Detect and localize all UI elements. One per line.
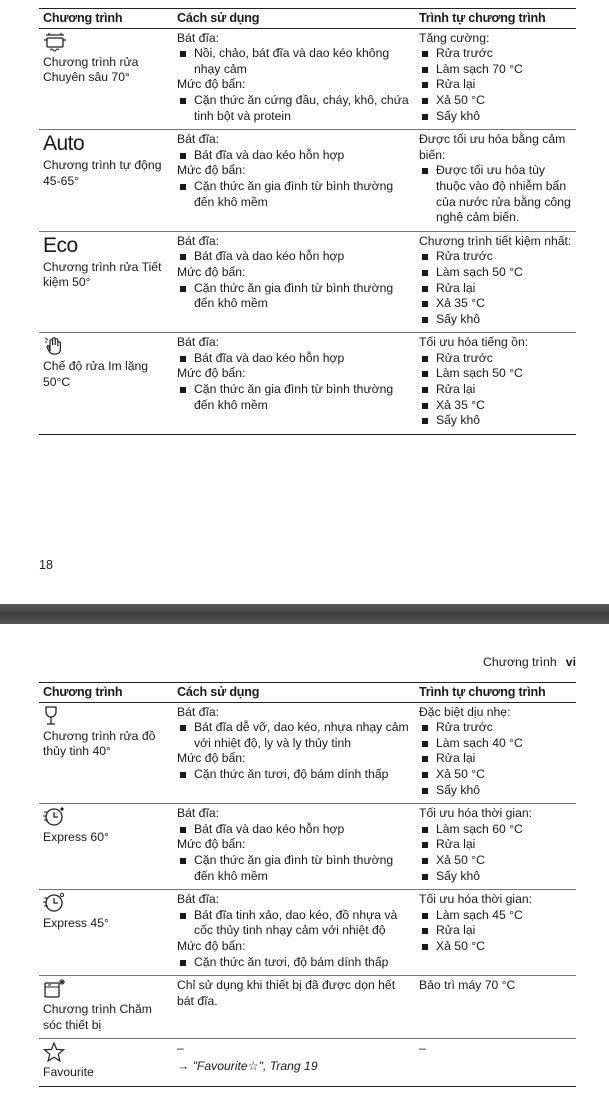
soil-label: Mức độ bẩn: bbox=[177, 77, 246, 92]
dishes-label: Bát đĩa: bbox=[177, 892, 220, 907]
sequence-cell bbox=[415, 804, 576, 890]
program-name: Express 45° bbox=[43, 916, 109, 931]
express-60-icon bbox=[43, 806, 169, 828]
sequence-step: Xả 50 °C bbox=[419, 93, 572, 109]
sequence-step: Làm sạch 50 °C bbox=[419, 366, 572, 382]
table-row bbox=[39, 976, 576, 1039]
program-cell bbox=[39, 231, 173, 333]
sequence-cell bbox=[415, 702, 576, 804]
dishes-item: Bát đĩa và dao kéo hỗn hợp bbox=[177, 822, 411, 838]
program-cell bbox=[39, 890, 173, 976]
sequence-step: Sấy khô bbox=[419, 312, 572, 328]
sequence-step: Làm sạch 60 °C bbox=[419, 822, 572, 838]
dishes-item: Bát đĩa và dao kéo hỗn hợp bbox=[177, 148, 411, 164]
sequence-step: Xả 35 °C bbox=[419, 398, 572, 414]
table-row bbox=[39, 890, 576, 976]
table-header-row bbox=[39, 683, 576, 703]
running-header bbox=[483, 655, 576, 669]
wine-glass-icon bbox=[43, 705, 169, 727]
sequence-step: Rửa lại bbox=[419, 751, 572, 767]
program-name: Chế độ rửa Im lặng 50°C bbox=[43, 359, 149, 389]
dishes-label: Bát đĩa: bbox=[177, 132, 220, 147]
soil-item: Cặn thức ăn tươi, độ bám dính thấp bbox=[177, 955, 411, 971]
sequence-step: Xả 50 °C bbox=[419, 853, 572, 869]
table-row bbox=[39, 231, 576, 333]
program-cell bbox=[39, 1039, 173, 1087]
table-row bbox=[39, 130, 576, 232]
language-code: vi bbox=[565, 655, 576, 669]
silence-icon bbox=[43, 335, 169, 357]
sequence-step: Rửa lại bbox=[419, 281, 572, 297]
sequence-cell: – bbox=[415, 1039, 576, 1087]
program-cell bbox=[39, 804, 173, 890]
usage-cell bbox=[173, 28, 415, 130]
usage-cell bbox=[173, 890, 415, 976]
table-header-row bbox=[39, 9, 576, 29]
sequence-step: Sấy khô bbox=[419, 869, 572, 885]
sequence-title: Đặc biệt dịu nhẹ: bbox=[419, 704, 511, 719]
sequence-cell bbox=[415, 333, 576, 435]
table-row bbox=[39, 804, 576, 890]
program-name: Chương trình rửa đồ thủy tinh 40° bbox=[43, 728, 156, 759]
sequence-step: Sấy khô bbox=[419, 413, 572, 429]
sequence-step: Xả 35 °C bbox=[419, 296, 572, 312]
sequence-title: Được tối ưu hóa bằng cảm biến: bbox=[419, 132, 566, 162]
usage-cell bbox=[173, 130, 415, 232]
usage-cell bbox=[173, 231, 415, 333]
table-row bbox=[39, 28, 576, 130]
soil-item: Cặn thức ăn gia đình từ bình thường đến khô mềm bbox=[177, 281, 411, 312]
machine-care-icon bbox=[43, 978, 169, 1000]
program-cell bbox=[39, 333, 173, 435]
header-program: Chương trình bbox=[39, 683, 173, 703]
sequence-title: Chương trình tiết kiệm nhất: bbox=[419, 233, 572, 248]
soil-item: Cặn thức ăn cứng đầu, cháy, khô, chứa tinh bột và protein bbox=[177, 93, 411, 124]
program-table-page-18 bbox=[39, 8, 576, 435]
sequence-step: Xả 50 °C bbox=[419, 939, 572, 955]
sequence-title: Tăng cường: bbox=[419, 30, 490, 45]
soil-label: Mức độ bẩn: bbox=[177, 264, 246, 279]
header-usage: Cách sử dụng bbox=[173, 683, 415, 703]
dishes-label: Bát đĩa: bbox=[177, 704, 220, 719]
sequence-cell bbox=[415, 28, 576, 130]
sequence-cell bbox=[415, 130, 576, 232]
program-name: Favourite bbox=[43, 1065, 94, 1080]
program-name: Chương trình rửa Chuyên sâu 70° bbox=[43, 54, 139, 85]
sequence-title: Tối ưu hóa thời gian: bbox=[419, 806, 533, 821]
soil-item: Cặn thức ăn gia đình từ bình thường đến khô mềm bbox=[177, 853, 411, 884]
sequence-step: Rửa trước bbox=[419, 351, 572, 367]
dishes-item: Bát đĩa và dao kéo hỗn hợp bbox=[177, 351, 411, 367]
table-row bbox=[39, 1039, 576, 1087]
sequence-step: Rửa trước bbox=[419, 720, 572, 736]
sequence-step: Rửa trước bbox=[419, 46, 572, 62]
sequence-step: Rửa trước bbox=[419, 249, 572, 265]
soil-item: Cặn thức ăn gia đình từ bình thường đến khô mềm bbox=[177, 179, 411, 210]
dishes-label: Bát đĩa: bbox=[177, 806, 220, 821]
sequence-step: Làm sạch 40 °C bbox=[419, 736, 572, 752]
soil-item: Cặn thức ăn tươi, độ bám dính thấp bbox=[177, 767, 411, 783]
sequence-step: Rửa lại bbox=[419, 77, 572, 93]
sequence-step: Rửa lại bbox=[419, 382, 572, 398]
page-separator bbox=[0, 604, 609, 624]
header-sequence: Trình tự chương trình bbox=[415, 9, 576, 29]
soil-label: Mức độ bẩn: bbox=[177, 751, 246, 766]
program-name: Chương trình Chăm sóc thiết bị bbox=[43, 1002, 152, 1032]
dishes-label: Bát đĩa: bbox=[177, 335, 220, 350]
dishes-item: Bát đĩa tinh xảo, dao kéo, đồ nhựa và cốc thủy tinh nhạy cảm với nhiệt độ bbox=[177, 908, 411, 939]
usage-cell: Chỉ sử dụng khi thiết bị đã được dọn hết bát đĩa. bbox=[173, 976, 415, 1039]
program-table-page-19 bbox=[39, 682, 576, 1087]
usage-dash: – bbox=[177, 1041, 184, 1056]
dishes-item: Bát đĩa dễ vỡ, dao kéo, nhựa nhạy cảm với nhiệt độ, ly và ly thủy tinh bbox=[177, 720, 411, 751]
table-row bbox=[39, 333, 576, 435]
sequence-step: Làm sạch 50 °C bbox=[419, 265, 572, 281]
program-name: Chương trình tự động 45-65° bbox=[43, 158, 162, 188]
table-row bbox=[39, 702, 576, 804]
sequence-step: Làm sạch 45 °C bbox=[419, 908, 572, 924]
soil-label: Mức độ bẩn: bbox=[177, 837, 246, 852]
program-cell bbox=[39, 976, 173, 1039]
soil-label: Mức độ bẩn: bbox=[177, 938, 246, 953]
header-sequence: Trình tự chương trình bbox=[415, 683, 576, 703]
eco-text-icon: Eco bbox=[43, 233, 78, 257]
sequence-title: Tối ưu hóa tiếng ồn: bbox=[419, 335, 529, 350]
program-name: Chương trình rửa Tiết kiệm 50° bbox=[43, 259, 162, 290]
dishes-item: Bát đĩa và dao kéo hỗn hợp bbox=[177, 249, 411, 265]
manual-page-19 bbox=[0, 624, 609, 1094]
sequence-step: Sấy khô bbox=[419, 109, 572, 125]
star-icon bbox=[43, 1041, 169, 1063]
pot-icon bbox=[43, 31, 169, 53]
sequence-step: Được tối ưu hóa tùy thuộc vào độ nhiễm bẩn của nước rửa bằng công nghệ cảm biến. bbox=[419, 163, 572, 225]
dishes-item: Nồi, chảo, bát đĩa và dao kéo không nhạy cảm bbox=[177, 46, 411, 77]
usage-cell bbox=[173, 333, 415, 435]
page-number: 18 bbox=[39, 558, 53, 572]
program-name: Express 60° bbox=[43, 830, 109, 845]
program-cell bbox=[39, 702, 173, 804]
dishes-label: Bát đĩa: bbox=[177, 233, 220, 248]
soil-label: Mức độ bẩn: bbox=[177, 366, 246, 381]
header-usage: Cách sử dụng bbox=[173, 9, 415, 29]
usage-cell bbox=[173, 1039, 415, 1087]
header-program: Chương trình bbox=[39, 9, 173, 29]
sequence-step: Xả 50 °C bbox=[419, 767, 572, 783]
dishes-label: Bát đĩa: bbox=[177, 30, 220, 45]
program-cell bbox=[39, 130, 173, 232]
auto-text-icon: Auto bbox=[43, 132, 85, 156]
sequence-step: Làm sạch 70 °C bbox=[419, 62, 572, 78]
sequence-cell bbox=[415, 890, 576, 976]
running-title: Chương trình bbox=[483, 655, 557, 669]
sequence-cell: Bảo trì máy 70 °C bbox=[415, 976, 576, 1039]
favourite-page-link[interactable]: → "Favourite☆", Trang 19 bbox=[177, 1058, 318, 1073]
usage-cell bbox=[173, 702, 415, 804]
sequence-step: Sấy khô bbox=[419, 783, 572, 799]
sequence-step: Rửa lại bbox=[419, 923, 572, 939]
express-45-icon bbox=[43, 892, 169, 914]
sequence-title: Tối ưu hóa thời gian: bbox=[419, 892, 533, 907]
sequence-cell bbox=[415, 231, 576, 333]
soil-label: Mức độ bẩn: bbox=[177, 163, 246, 178]
program-cell bbox=[39, 28, 173, 130]
sequence-step: Rửa lại bbox=[419, 837, 572, 853]
soil-item: Cặn thức ăn gia đình từ bình thường đến khô mềm bbox=[177, 382, 411, 413]
usage-cell bbox=[173, 804, 415, 890]
